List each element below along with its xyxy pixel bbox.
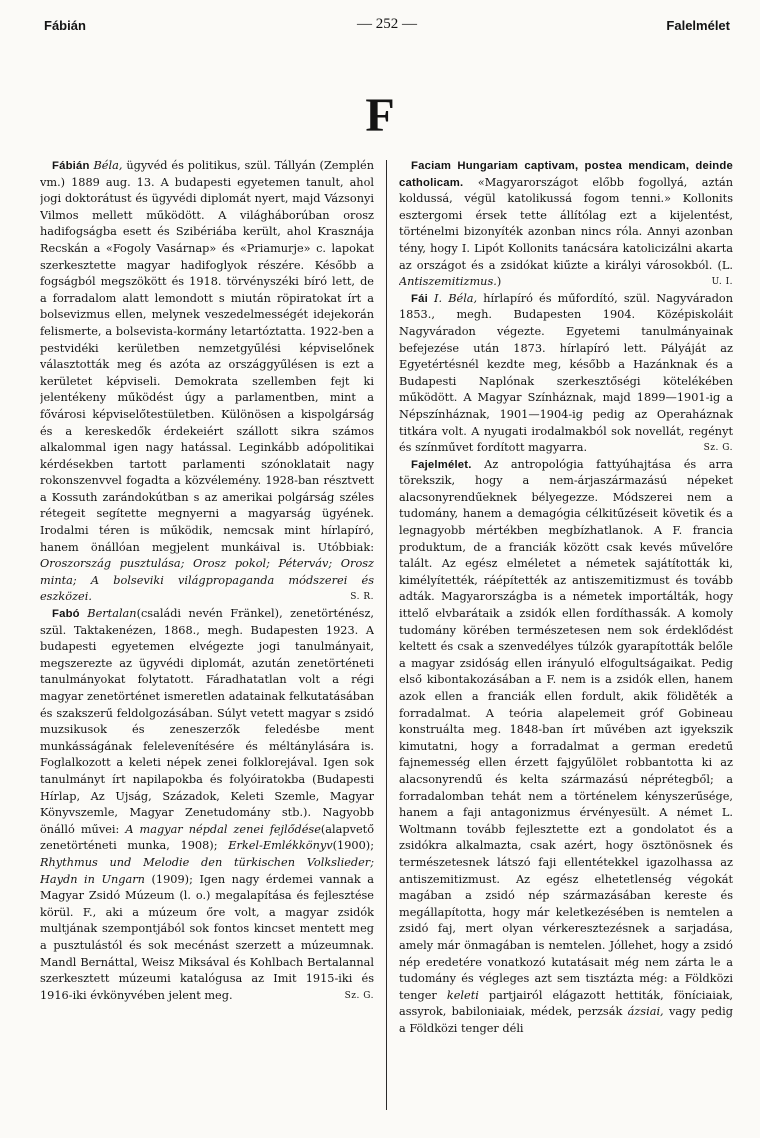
entry-text: «Magyarországot előbb fogollyá, aztán koldussá, végül katolikussá fogom tenni.» Kollonits esztergomi érsek tette állítólag ezt a kijelentést, történelmi bizonyíték azonban nincs róla. Annyi azonban tény, hogy I. Lipót Kollonits tanácsára katolicizálni akarta az országot és a zsidókat kiűzte a királyi városokból. (L. bbox=[399, 175, 733, 272]
entry-text: partjairól elágazott hettiták, föníciaiak, assyrok, babiloniaiak, médek, perzsák bbox=[399, 988, 733, 1019]
entry-text: vagy pedig a Földközi tenger déli bbox=[399, 1005, 733, 1035]
entry-italic-word: keleti bbox=[446, 988, 479, 1002]
entry-text: (1900); bbox=[332, 839, 374, 853]
page-number: — 252 — bbox=[357, 16, 417, 32]
entry-fabian bbox=[40, 158, 374, 606]
entry-text: ügyvéd és politikus, szül. Tállyán (Zemplén vm.) 1889 aug. 13. A budapesti egyetemen tanult, ahol jogi doktorátust és ügyvédi diplomát nyert, majd Vázsonyi Vilmos mellett működött. A világháborúban orosz hadifogságba esett és Szibériába került, ahol Krasznája Recskán a «Fogoly Vasárnap» és «Priamurje» c. lapokat szerkesztette magyar hadifoglyok részére. Később a fogságból megszökött és 1918. törvényszéki bíró lett, de a forradalom alatt lemondott s miután röpiratokat írt a bolsevizmus ellen, melynek veszedelmességét idejekorán felismerte, a bolsevista-kormány letartóztatta. 1922-ben a pestvidéki kerületben nemzetgyűlési képviselőnek választották meg és azóta az országgyűlésen is ezt a kerületet képviseli. Demokrata szellemben fejt ki jelentékeny működést úgy a parlamentben, mint a fővárosi képviselőtestületben. Különösen a kispolgárság és a kereskedők érdekeiért szállott sikra számos alkalommal igen nagy hatással. Leginkább adópolitikai kérdésekben tartott parlamenti szónoklatait nagy rokonszenvvel fogadta a közvélemény. 1928-ban résztvett a Kossuth zarándokútban s az amerikai polgárság széles rétegeit segítette megnyerni a magyarság ügyének. Irodalmi téren is működik, nemcsak mint hírlapíró, hanem önállóan megjelent munkáival is. Utóbbiak: bbox=[40, 159, 374, 554]
entry-work-title: Erkel-Emlékkönyv bbox=[228, 839, 333, 853]
entry-fabo bbox=[40, 606, 374, 1004]
entry-fajelmelet bbox=[399, 457, 733, 1038]
entry-signature: U. I. bbox=[711, 277, 733, 288]
entry-headword: Fái bbox=[411, 292, 428, 305]
entry-work-title: Rhythmus und Melodie den türkischen Volkslieder; Haydn in Ungarn bbox=[40, 855, 374, 886]
running-head-right: Falelmélet bbox=[666, 18, 730, 33]
entry-text: (családi nevén Fränkel), zenetörténész, szül. Taktakenézen, 1868., megh. Budapesten 1923. A budapesti egyetemen elvégezte jogi tanulmányait, megszerezte az ügyvédi diplomát, azután zenetörténeti tanulmányokat folytatott. Fáradhatatlan volt a régi magyar zenetörténet ismeretlen adatainak felkutatásában és szakszerű feldolgozásában. Súlyt vetett magyar s zsidó muzsikusok és zeneszerzők feledésbe ment munkásságának felelevenítésére és méltánylására is. Foglalkozott a keleti népek zenei folklorejával. Igen sok tanulmányt írt napilapokba és folyóiratokba (Budapesti Hírlap, Az Ujság, Századok, Keleti Szemle, Magyar Könyvszemle, Magyar Zenetudomány stb.). Nagyobb önálló művei: bbox=[40, 607, 374, 836]
section-letter: F bbox=[365, 89, 395, 142]
entry-headword: Fajelmélet. bbox=[411, 458, 472, 471]
entry-works: Oroszország pusztulása; Orosz pokol; Péterváv; Orosz minta; A bolseviki világpropaganda módszerei és eszközei. bbox=[40, 557, 374, 604]
entry-text: Az antropológia fattyúhajtása és arra törekszik, hogy a nem-árjaszármazású népeket alacsonyrendűeknek bélyegezze. Módszerei nem a tudomány, hanem a demagógia célkitűzéseit követik és a legnagyobb mértékben megbízhatlanok. A F. francia produktum, de a franciák között csak kevés művelőre talált. Az egész elméletet a németek sajátították ki, kimélyítették, ráépítették az antiszemitizmust és tovább adták. Magyarországba is a németek importálták, hogy ittelő elvbarátaik a zsidók ellen fordíthassák. A komoly tudomány körében természetesen nem sok érdeklődést keltett és csak a szenvedélyes túlzók gyarapították belőle a magyar zsidóság ellen irányuló elfogultságaikat. Pedig első kibontakozásában a F. nem is a zsidók ellen, hanem azok ellen a franciák ellen fordult, akik föliděték a forradalmat. A teória alapelemeit gróf Gobineau konstruálta meg. 1848-ban írt művében azt igyekszik kimutatni, hogy a forradalmat a german eredetű fajnemesség ellen érzett fajgyűlölet robbantotta ki az alacsonyrendű és kelta származású néprétegből; a forradalomban tehát nem a történelem kényszerűsége, hanem a faji antagonizmus érvényesült. A német L. Woltmann tovább fejlesztette ezt a gondolatot és a zsidókra alkalmazta, csak azért, hogy ösztönösnek és természetesnek látszó faji ellentétekkel igazolhassa az antiszemitizmust. Az egész elhetetlenség végokát magában a zsidó nép származásában kereste és megállapította, hogy már keletkezésében is nemtelen a zsidó faj, mert olyan vérkeresztezésnek a sarjadása, amely már önmagában is nemtelen. Jóllehet, hogy a zsidó nép eredetére vonatkozó kutatásait még nem zárta le a tudomány és végleges azt sem tisztázta még: a Földközi tenger bbox=[399, 457, 733, 1002]
running-head bbox=[44, 16, 730, 38]
entry-fai bbox=[399, 291, 733, 457]
entry-work-title: A magyar népdal zenei fejlődése bbox=[125, 822, 321, 836]
entry-firstname: Bertalan bbox=[87, 607, 137, 621]
entry-italic-word: ázsiai, bbox=[627, 1005, 664, 1019]
entry-signature: S. R. bbox=[350, 592, 374, 603]
entry-text: ) bbox=[496, 275, 502, 289]
column-divider bbox=[386, 160, 387, 1110]
entry-text: (alapvető zenetörténeti munka, 1908); bbox=[40, 822, 374, 853]
entry-firstname: Béla, bbox=[93, 159, 123, 172]
running-head-left: Fábián bbox=[44, 18, 86, 33]
entry-text: hírlapíró és műfordító, szül. Nagyváradon 1853., megh. Budapesten 1904. Középiskoláit Nagyváradon végezte. Egyetemi tanulmányainak befejezése után 1873. hírlapíró lett. Pályáját az Egyetértésnél kezdte meg, később a Hazánknak és a Budapesti Naplónak szerkesztőségi kötelékében működött. A Magyar Színháznak, majd 1899—1901-ig a Népszínháznak, 1901—1904-ig pedig az Operaháznak titkára volt. A nyugati irodalmakból sok novellát, regényt és színművet fordított magyarra. bbox=[399, 291, 733, 455]
entry-faciam bbox=[399, 158, 733, 291]
entry-headword: Fábián bbox=[52, 160, 90, 172]
entry-cross-reference: Antiszemitizmus. bbox=[399, 275, 497, 289]
entry-signature: Sz. G. bbox=[703, 443, 733, 454]
entry-text: (1909); Igen nagy érdemei vannak a Magyar Zsidó Múzeum (l. o.) megalapítása és fejlesztése körül. F., aki a múzeum őre volt, a magyar zsidók multjának szempontjából sok fontos kincset mentett meg a pusztulástól és sok mecénást szerzett a múzeumnak. Mandl Bernáttal, Weisz Miksával és Kohlbach Bertalannal szerkesztett múzeumi katalógusa az Imit 1915-iki és 1916-iki évkönyvében jelent meg. bbox=[40, 872, 374, 1002]
entry-signature: Sz. G. bbox=[344, 990, 374, 1001]
entry-headword: Fabó bbox=[52, 608, 80, 621]
right-column bbox=[399, 158, 733, 1120]
entry-firstname: I. Béla, bbox=[434, 291, 478, 305]
entry-headword: Faciam Hungariam captivam, postea mendicam, deinde catholicam. bbox=[399, 160, 733, 189]
left-column bbox=[40, 158, 374, 1120]
